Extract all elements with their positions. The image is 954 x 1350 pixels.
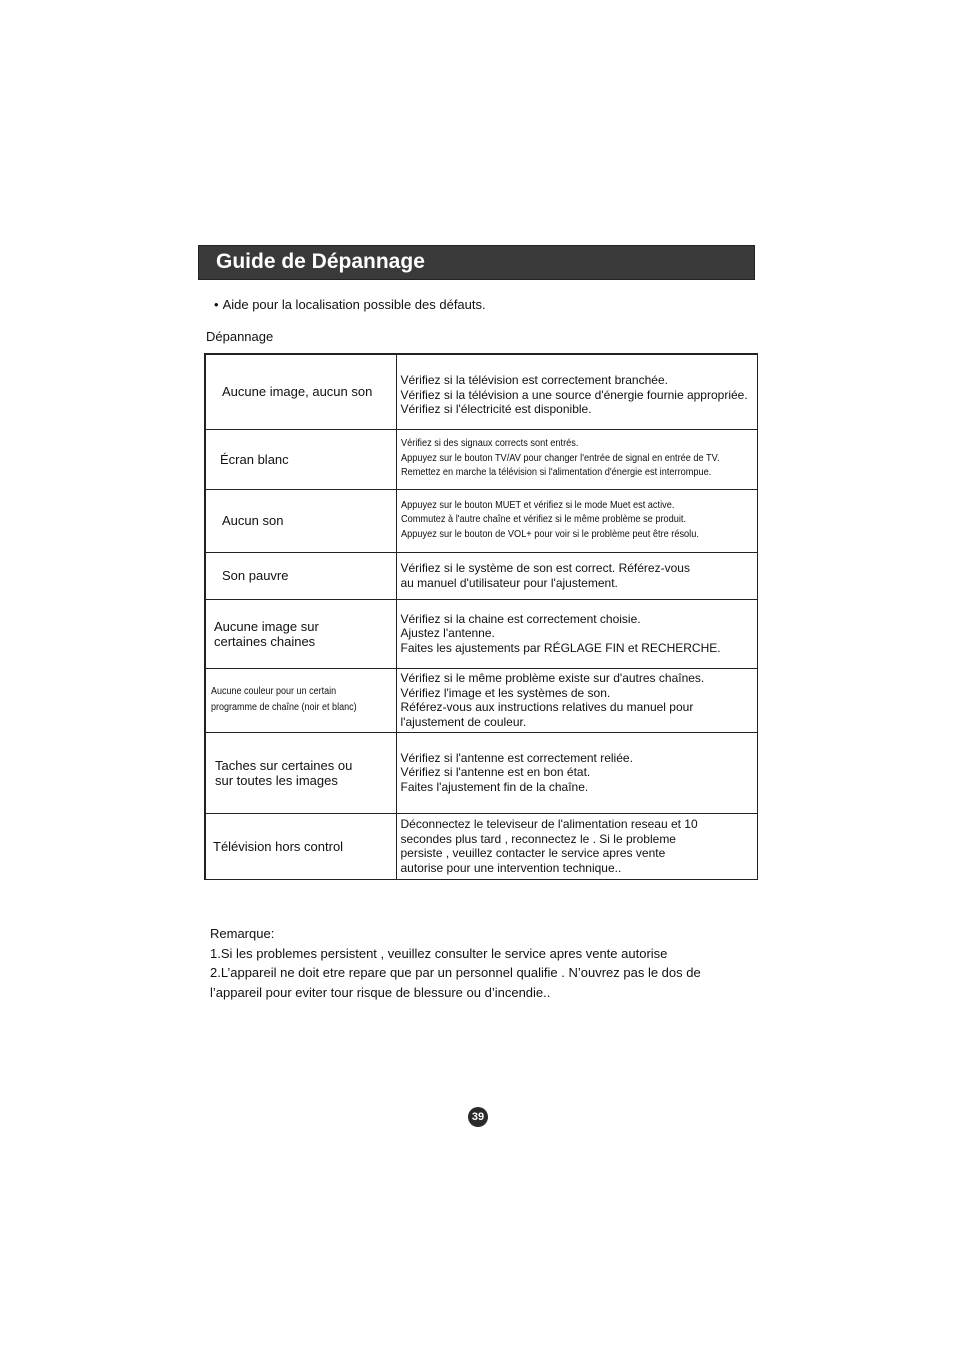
solution-cell <box>396 489 757 552</box>
problem-cell <box>205 813 396 879</box>
solution-line: secondes plus tard , reconnectez le . Si le probleme <box>400 831 676 846</box>
problem-text: certaines chaines <box>214 633 316 649</box>
troubleshooting-table <box>204 353 758 880</box>
solution-line: Vérifiez si l'électricité est disponible. <box>400 402 592 416</box>
solution-line: Appuyez sur le bouton TV/AV pour changer l'entrée de signal en entrée de TV. <box>400 452 720 464</box>
solution-line: Vérifiez si des signaux corrects sont entrés. <box>400 438 578 450</box>
problem-cell <box>205 668 396 732</box>
intro-text: Aide pour la localisation possible des défauts. <box>222 297 486 312</box>
intro-line <box>214 297 486 312</box>
page-title: Guide de Dépannage <box>216 250 425 273</box>
solution-cell <box>396 429 757 489</box>
solution-line: Vérifiez si le même problème existe sur d'autres chaînes. <box>400 671 705 685</box>
page-number: 39 <box>468 1107 488 1127</box>
solution-line: au manuel d'utilisateur pour l'ajustement. <box>400 575 618 590</box>
problem-text: sur toutes les images <box>215 772 338 788</box>
section-label: Dépannage <box>206 329 274 344</box>
solution-line: Vérifiez si l'antenne est en bon état. <box>400 765 591 780</box>
problem-text: Télévision hors control <box>213 838 344 854</box>
problem-cell <box>205 599 396 668</box>
table-row <box>205 354 757 429</box>
table-row <box>205 599 757 668</box>
solution-line: Commutez à l'autre chaîne et vérifiez si le même problème se produit. <box>400 514 686 526</box>
solution-line: Déconnectez le televiseur de l'alimentation reseau et 10 <box>400 817 698 831</box>
solution-line: Remettez en marche la télévision si l'alimentation d'énergie est interrompue. <box>400 467 711 479</box>
solution-line: autorise pour une intervention technique.. <box>400 860 622 875</box>
problem-text: Aucune image, aucun son <box>222 384 373 400</box>
solution-line: Appuyez sur le bouton MUET et vérifiez si le mode Muet est active. <box>400 499 674 511</box>
problem-cell <box>205 552 396 599</box>
solution-line: Vérifiez si la télévision a une source d'énergie fournie appropriée. <box>400 387 748 402</box>
solution-line: Référez-vous aux instructions relatives du manuel pour <box>400 700 694 714</box>
solution-line: Ajustez l'antenne. <box>400 626 495 641</box>
table-row <box>205 552 757 599</box>
solution-cell <box>396 668 757 732</box>
table-row <box>205 429 757 489</box>
problem-text: Écran blanc <box>220 451 289 467</box>
solution-line: l'ajustement de couleur. <box>400 714 527 729</box>
remarks-line: 2.L’appareil ne doit etre repare que par un personnel qualifie . N’ouvrez pas le dos de <box>210 965 701 980</box>
solution-line: Vérifiez si la chaine est correctement choisie. <box>400 611 641 626</box>
solution-line: Vérifiez l'image et les systèmes de son. <box>400 685 611 700</box>
table-row <box>205 732 757 813</box>
remarks-line: l’appareil pour eviter tour risque de blessure ou d’incendie.. <box>210 984 551 1000</box>
table-row <box>205 489 757 552</box>
table-row <box>205 668 757 732</box>
solution-line: Faites les ajustements par RÉGLAGE FIN et RECHERCHE. <box>400 640 721 655</box>
problem-text: Aucun son <box>222 513 284 528</box>
solution-cell <box>396 813 757 879</box>
problem-text: Aucune couleur pour un certain <box>211 686 337 697</box>
problem-text: programme de chaîne (noir et blanc) <box>211 702 357 713</box>
solution-cell <box>396 732 757 813</box>
solution-line: Vérifiez si l'antenne est correctement reliée. <box>400 750 633 765</box>
remarks-line: 1.Si les problemes persistent , veuillez consulter le service apres vente autorise <box>210 945 668 961</box>
bullet: • <box>214 297 219 312</box>
solution-line: Vérifiez si le système de son est correct. Référez-vous <box>400 561 690 575</box>
problem-text: Aucune image sur <box>214 618 319 634</box>
section-header <box>198 245 755 280</box>
solution-line: Vérifiez si la télévision est correctement branchée. <box>400 373 668 387</box>
solution-cell <box>396 354 757 429</box>
remarks-title: Remarque: <box>210 926 275 941</box>
solution-line: Faites l'ajustement fin de la chaîne. <box>400 779 589 794</box>
solution-cell <box>396 599 757 668</box>
problem-text: Taches sur certaines ou <box>215 757 353 773</box>
solution-line: persiste , veuillez contacter le service apres vente <box>400 846 666 860</box>
problem-cell <box>205 429 396 489</box>
problem-cell <box>205 732 396 813</box>
solution-line: Appuyez sur le bouton de VOL+ pour voir si le problème peut être résolu. <box>400 528 699 540</box>
problem-cell <box>205 354 396 429</box>
solution-cell <box>396 552 757 599</box>
problem-text: Son pauvre <box>222 568 289 583</box>
table-row <box>205 813 757 879</box>
problem-cell <box>205 489 396 552</box>
remarks-block <box>210 924 750 1002</box>
